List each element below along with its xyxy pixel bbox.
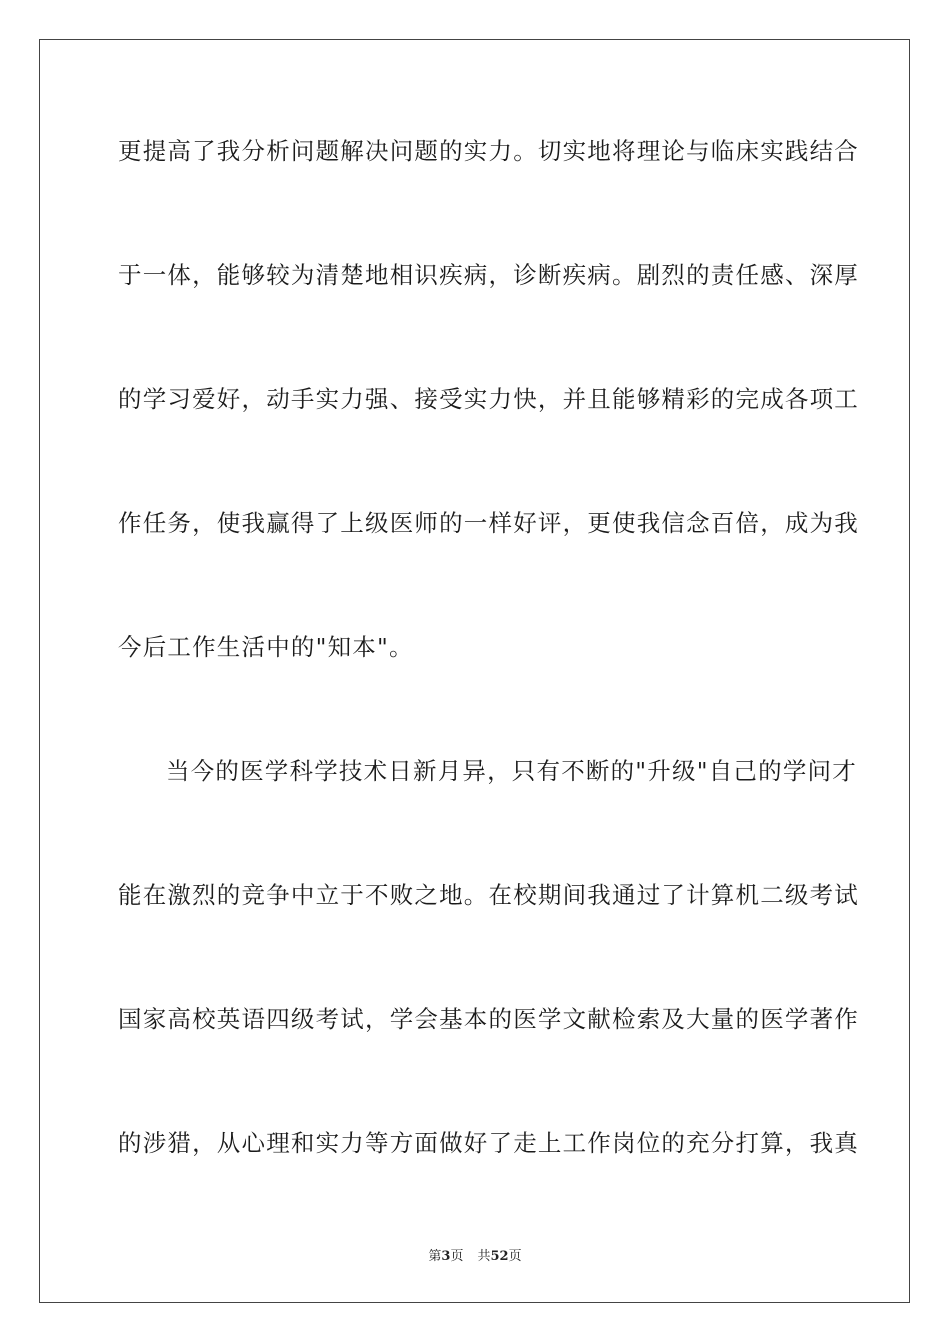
paragraph-first-line: 当今的医学科学技术日新月异，只有不断的"升级"自己的学问才 bbox=[166, 757, 857, 785]
page-border bbox=[39, 39, 910, 1303]
text-line: 今后工作生活中的"知本"。 bbox=[118, 633, 414, 661]
text-line: 作任务，使我赢得了上级医师的一样好评，更使我信念百倍，成为我 bbox=[118, 509, 859, 537]
text-line: 的学习爱好，动手实力强、接受实力快，并且能够精彩的完成各项工 bbox=[118, 385, 859, 413]
text-line: 国家高校英语四级考试，学会基本的医学文献检索及大量的医学著作 bbox=[118, 1005, 859, 1033]
text-line: 能在激烈的竞争中立于不败之地。在校期间我通过了计算机二级考试 bbox=[118, 881, 859, 909]
page-suffix: 页 bbox=[450, 1249, 464, 1264]
page-prefix: 第 bbox=[428, 1249, 442, 1264]
total-prefix: 共 bbox=[477, 1249, 491, 1264]
text-line: 的涉猎，从心理和实力等方面做好了走上工作岗位的充分打算，我真 bbox=[118, 1129, 859, 1157]
page-number: 3 bbox=[441, 1249, 451, 1264]
total-pages: 52 bbox=[490, 1249, 509, 1264]
total-suffix: 页 bbox=[508, 1249, 522, 1264]
text-line: 更提高了我分析问题解决问题的实力。切实地将理论与临床实践结合 bbox=[118, 137, 859, 165]
text-line: 于一体，能够较为清楚地相识疾病，诊断疾病。剧烈的责任感、深厚 bbox=[118, 261, 859, 289]
page-footer bbox=[0, 1248, 950, 1266]
